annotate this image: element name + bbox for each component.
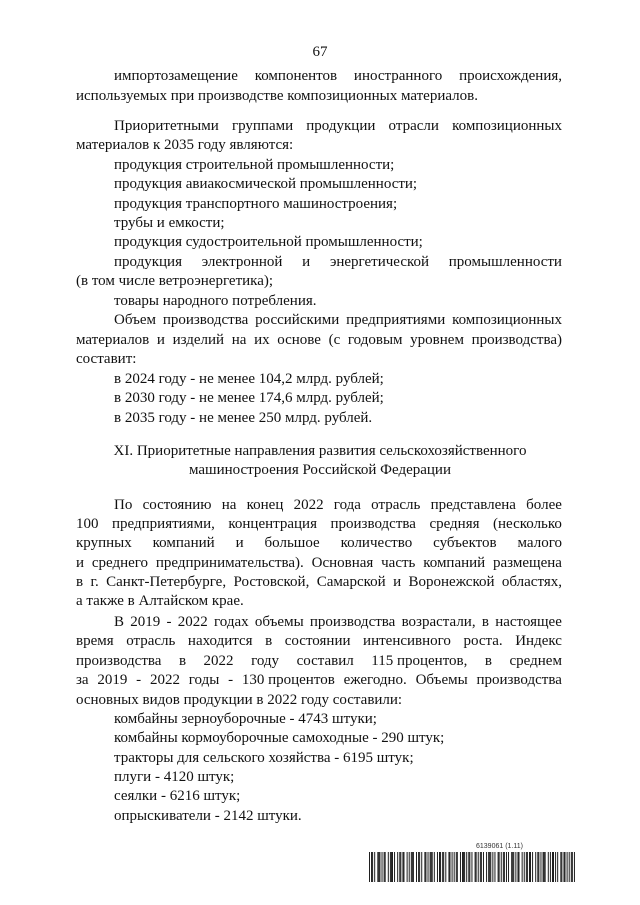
barcode-bar <box>572 852 573 882</box>
barcode-bar <box>409 852 410 882</box>
barcode-bar <box>431 852 432 882</box>
barcode-bar <box>390 852 391 882</box>
barcode-bar <box>391 852 392 882</box>
barcode-bar <box>424 852 425 882</box>
barcode-bar <box>394 852 395 882</box>
section-heading-line-2: машиностроения Российской Федерации <box>189 462 451 478</box>
list-item-line-2: (в том числе ветроэнергетика); <box>76 273 274 289</box>
barcode-bar <box>481 852 482 882</box>
barcode-bar <box>371 852 372 882</box>
barcode-bar <box>450 852 451 882</box>
section-heading-line-1: XI. Приоритетные направления развития сельскохозяйственного <box>113 443 527 459</box>
barcode-bar <box>552 852 553 882</box>
barcode-bar <box>452 852 453 882</box>
barcode-bar <box>553 852 554 882</box>
list-item: сеялки - 6216 штук; <box>114 788 241 804</box>
barcode-bar <box>382 852 383 882</box>
barcode-bar <box>384 852 385 882</box>
barcode-bar <box>468 852 469 882</box>
barcode-bar <box>399 852 400 882</box>
paragraph-5-line-4: за 2019 - 2022 годы - 130 процентов ежегодно. Объемы производства <box>76 672 562 688</box>
barcode-bar <box>437 852 438 882</box>
paragraph-4-line-4: и среднего предпринимательства). Основная часть компаний размещена <box>76 555 562 571</box>
list-item: комбайны кормоуборочные самоходные - 290 штук; <box>114 730 445 746</box>
barcode-bar <box>469 852 470 882</box>
barcode-bar <box>466 852 467 882</box>
barcode-bar <box>489 852 490 882</box>
barcode-bar <box>407 852 408 882</box>
barcode-bar <box>439 852 440 882</box>
barcode-bar <box>397 852 398 882</box>
barcode-bar <box>571 852 572 882</box>
paragraph-1-line-1: импортозамещение компонентов иностранного происхождения, <box>114 68 562 84</box>
barcode-bar <box>524 852 525 882</box>
paragraph-4-line-1: По состоянию на конец 2022 года отрасль представлена более <box>114 497 562 513</box>
barcode-bar <box>377 852 378 882</box>
barcode-bar <box>501 852 502 882</box>
paragraph-5-line-5: основных видов продукции в 2022 году составили: <box>76 692 403 708</box>
list-item: продукция авиакосмической промышленности; <box>114 176 418 192</box>
barcode-bar <box>519 852 520 882</box>
barcode-bar <box>569 852 570 882</box>
barcode-bar <box>517 852 518 882</box>
barcode-bar <box>538 852 539 882</box>
list-item: товары народного потребления. <box>114 293 317 309</box>
paragraph-4-line-2: 100 предприятиями, концентрация производства средняя (несколько <box>76 516 562 532</box>
paragraph-3-line-1: Объем производства российскими предприятиями композиционных <box>114 312 562 328</box>
barcode-bar <box>464 852 465 882</box>
barcode-bar <box>378 852 379 882</box>
barcode-bar <box>392 852 393 882</box>
barcode-bar <box>478 852 479 882</box>
barcode-bar <box>460 852 461 882</box>
barcode-bar <box>488 852 489 882</box>
barcode-bar <box>550 852 551 882</box>
barcode-bar <box>548 852 549 882</box>
barcode-bar <box>411 852 412 882</box>
paragraph-5-line-2: время отрасль находится в состоянии интенсивного роста. Индекс <box>76 633 562 649</box>
barcode-bar <box>430 852 431 882</box>
barcode-bar <box>425 852 426 882</box>
barcode-bar <box>445 852 446 882</box>
barcode-bar <box>540 852 541 882</box>
barcode-bar <box>499 852 500 882</box>
list-item: продукция строительной промышленности; <box>114 157 395 173</box>
barcode-bar <box>462 852 463 882</box>
barcode-bar <box>457 852 458 882</box>
barcode-bar <box>498 852 499 882</box>
barcode-bar <box>532 852 533 882</box>
list-item: трубы и емкости; <box>114 215 225 231</box>
paragraph-3-line-3: составит: <box>76 351 137 367</box>
barcode-bar <box>490 852 491 882</box>
barcode-bar <box>522 852 523 882</box>
barcode-bar <box>561 852 562 882</box>
barcode-bar <box>428 852 429 882</box>
barcode-bar <box>402 852 403 882</box>
barcode-bar <box>506 852 507 882</box>
barcode-bar <box>475 852 476 882</box>
barcode-bar <box>434 852 435 882</box>
barcode-bar <box>463 852 464 882</box>
paragraph-5-line-1: В 2019 - 2022 годах объемы производства возрастали, в настоящее <box>114 614 562 630</box>
barcode-bar <box>530 852 531 882</box>
barcode-bar <box>400 852 401 882</box>
barcode-bar <box>432 852 433 882</box>
barcode-bar <box>486 852 487 882</box>
barcode-bar <box>471 852 472 882</box>
barcode-icon <box>369 852 575 882</box>
barcode-bar <box>503 852 504 882</box>
paragraph-2-line-2: материалов к 2035 году являются: <box>76 137 294 153</box>
barcode-bar <box>456 852 457 882</box>
barcode-bar <box>535 852 536 882</box>
barcode-bar <box>404 852 405 882</box>
barcode-bar <box>442 852 443 882</box>
list-item: опрыскиватели - 2142 штуки. <box>114 808 302 824</box>
barcode-bar <box>421 852 422 882</box>
barcode-bar <box>480 852 481 882</box>
barcode-bar <box>527 852 528 882</box>
list-item: плуги - 4120 штук; <box>114 769 235 785</box>
barcode-bar <box>544 852 545 882</box>
list-item: продукция судостроительной промышленности; <box>114 234 423 250</box>
barcode-bar <box>476 852 477 882</box>
barcode-id: 6139061 (1.11) <box>476 843 523 850</box>
list-item: в 2024 году - не менее 104,2 млрд. рублей; <box>114 371 384 387</box>
list-item: в 2030 году - не менее 174,6 млрд. рублей; <box>114 390 384 406</box>
paragraph-4-line-6: а также в Алтайском крае. <box>76 593 244 609</box>
barcode-bar <box>416 852 417 882</box>
barcode-bar <box>374 852 375 882</box>
paragraph-4-line-5: в г. Санкт-Петербурге, Ростовской, Самарской и Воронежской областях, <box>76 574 562 590</box>
barcode-bar <box>454 852 455 882</box>
barcode-bar <box>537 852 538 882</box>
barcode-bar <box>494 852 495 882</box>
paragraph-4-line-3: крупных компаний и большое количество субъектов малого <box>76 535 562 551</box>
paragraph-5-line-3: производства в 2022 году составил 115 процентов, в среднем <box>76 653 562 669</box>
barcode-bar <box>564 852 565 882</box>
paragraph-2-line-1: Приоритетными группами продукции отрасли композиционных <box>114 118 562 134</box>
barcode-bar <box>413 852 414 882</box>
barcode-bar <box>545 852 546 882</box>
barcode-bar <box>372 852 373 882</box>
barcode-bar <box>448 852 449 882</box>
barcode-bar <box>418 852 419 882</box>
list-item: тракторы для сельского хозяйства - 6195 штук; <box>114 750 414 766</box>
list-item-line-1: продукция электронной и энергетической промышленности <box>114 254 562 270</box>
barcode-bar <box>483 852 484 882</box>
barcode-bar <box>385 852 386 882</box>
barcode-bar <box>515 852 516 882</box>
barcode-bar <box>504 852 505 882</box>
barcode-bar <box>440 852 441 882</box>
barcode-bar <box>511 852 512 882</box>
barcode-bar <box>565 852 566 882</box>
paragraph-1-line-2: используемых при производстве композиционных материалов. <box>76 88 478 104</box>
barcode-bar <box>513 852 514 882</box>
barcode-bar <box>492 852 493 882</box>
list-item: комбайны зерноуборочные - 4743 штуки; <box>114 711 377 727</box>
paragraph-3-line-2: материалов и изделий на их основе (с годовым уровнем производства) <box>76 332 562 348</box>
page-number: 67 <box>312 44 328 60</box>
barcode-bar <box>529 852 530 882</box>
barcode-bar <box>526 852 527 882</box>
barcode-bar <box>543 852 544 882</box>
barcode-bar <box>443 852 444 882</box>
barcode-bar <box>388 852 389 882</box>
barcode-bar <box>557 852 558 882</box>
barcode-bar <box>419 852 420 882</box>
barcode-bar <box>512 852 513 882</box>
barcode-bar <box>508 852 509 882</box>
barcode-bar <box>379 852 380 882</box>
barcode-bar <box>412 852 413 882</box>
barcode-bar <box>574 852 575 882</box>
list-item: в 2035 году - не менее 250 млрд. рублей. <box>114 410 373 426</box>
barcode-bar <box>560 852 561 882</box>
barcode-bar <box>567 852 568 882</box>
list-item: продукция транспортного машиностроения; <box>114 196 398 212</box>
barcode-bar <box>555 852 556 882</box>
barcode-bar <box>369 852 370 882</box>
